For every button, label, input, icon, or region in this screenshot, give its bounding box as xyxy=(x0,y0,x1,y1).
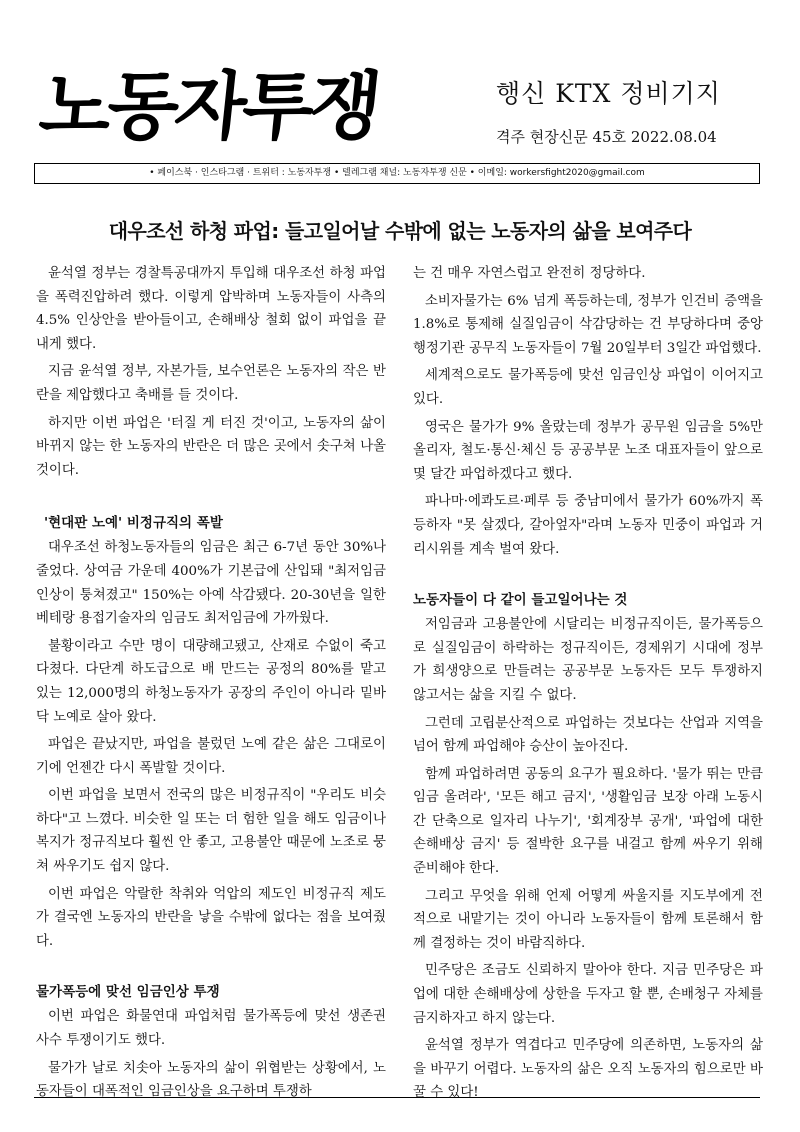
section-paragraph: 윤석열 정부가 역겹다고 민주당에 의존하면, 노동자의 삶을 바꾸기 어렵다. 노동자의 삶은 오직 노동자의 힘으로만 바꿀 수 있다! xyxy=(413,1038,763,1101)
left-column xyxy=(36,262,386,1108)
section-paragraph: 소비자물가는 6% 넘게 폭등하는데, 정부가 인건비 증액을 1.8%로 통제해 실질임금이 삭감당하는 건 부당하다며 중앙행정기관 공무직 노동자들이 7월 20일부터 3일간 파업했다. xyxy=(413,293,763,356)
section-paragraph: 파나마·에콰도르·페루 등 중남미에서 물가가 60%까지 폭등하자 "못 살겠다, 갈아엎자"라며 노동자 민중이 파업과 거리시위를 계속 벌여 왔다. xyxy=(413,494,763,557)
section-paragraph: 그런데 고립분산적으로 파업하는 것보다는 산업과 지역을 넘어 함께 파업해야 승산이 높아진다. xyxy=(413,715,763,755)
section-paragraph: 이번 파업은 악랄한 착취와 억압의 제도인 비정규직 제도가 결국엔 노동자의 반란을 낳을 수밖에 없다는 점을 보여줬다. xyxy=(36,886,386,949)
intro-paragraph: 윤석열 정부는 경찰특공대까지 투입해 대우조선 하청 파업을 폭력진압하려 했다. 이렇게 압박하며 노동자들이 사측의 4.5% 인상안을 받아들이고, 손해배상 철회 없이 파업을 끝내게 했다. xyxy=(36,266,386,352)
section-paragraph: 대우조선 하청노동자들의 임금은 최근 6-7년 동안 30%나 줄었다. 상여금 가운데 400%가 기본급에 산입돼 "최저임금 인상이 퉁쳐졌고" 150%는 아예 삭감됐다. 20-30년을 일한 베테랑 용접기술자의 임금도 최저임금에 가까웠다. xyxy=(36,540,386,627)
newspaper-logo: 노동자투쟁 xyxy=(35,64,382,150)
bottom-divider xyxy=(34,1097,760,1098)
masthead xyxy=(35,52,760,162)
section-paragraph: 저임금과 고용불안에 시달리는 비정규직이든, 물가폭등으로 실질임금이 하락하는 정규직이든, 경제위기 시대에 정부가 희생양으로 만들려는 공공부문 노동자든 모두 투쟁하지 않고서는 삶을 지킬 수 없다. xyxy=(413,617,763,703)
right-column xyxy=(413,262,763,1109)
intro-paragraph: 하지만 이번 파업은 '터질 게 터진 것'이고, 노동자의 삶이 바뀌지 않는 한 노동자의 반란은 더 많은 곳에서 솟구쳐 나올 것이다. xyxy=(36,415,386,478)
section-paragraph: 이번 파업은 화물연대 파업처럼 물가폭등에 맞선 생존권 사수 투쟁이기도 했다. xyxy=(36,1009,386,1049)
section-paragraph: 민주당은 조금도 신뢰하지 말아야 한다. 지금 민주당은 파업에 대한 손해배상에 상한을 두자고 할 뿐, 손배청구 자체를 금지하자고 하지 않는다. xyxy=(413,963,763,1026)
section-heading: '현대판 노예' 비정규직의 폭발 xyxy=(44,515,223,532)
issue-info: 격주 현장신문 45호 2022.08.04 xyxy=(496,128,717,146)
section-heading: 노동자들이 다 같이 들고일어나는 것 xyxy=(413,592,628,609)
section-paragraph: 그리고 무엇을 위해 언제 어떻게 싸울지를 지도부에게 전적으로 내맡기는 것이 아니라 노동자들이 함께 토론해서 함께 결정하는 것이 바람직하다. xyxy=(413,888,763,951)
headline: 대우조선 하청 파업: 들고일어날 수밖에 없는 노동자의 삶을 보여주다 xyxy=(108,219,692,244)
section-paragraph: 이번 파업을 보면서 전국의 많은 비정규직이 "우리도 비슷하다"고 느꼈다. 비슷한 일 또는 더 험한 일을 해도 임금이나 복지가 정규직보다 훨씬 안 좋고, 고용불안 때문에 노조로 뭉쳐 싸우기도 쉽지 않다. xyxy=(36,788,386,875)
section-paragraph: 영국은 물가가 9% 올랐는데 정부가 공무원 임금을 5%만 올리자, 철도·통신·체신 등 공공부문 노조 대표자들이 앞으로 몇 달간 파업하겠다고 했다. xyxy=(413,419,763,482)
section-paragraph: 물가가 날로 치솟아 노동자의 삶이 위협받는 상황에서, 노동자들이 대폭적인 임금인상을 요구하며 투쟁하 xyxy=(36,1060,386,1100)
section-paragraph: 불황이라고 수만 명이 대량해고됐고, 산재로 수없이 죽고 다쳤다. 다단계 하도급으로 배 만드는 공정의 80%를 맡고 있는 12,000명의 하청노동자가 공장의 주인이 아니라 밑바닥 노예로 살아 왔다. xyxy=(36,638,386,725)
section-paragraph: 함께 파업하려면 공동의 요구가 필요하다. '물가 뛰는 만큼 임금 올려라', '모든 해고 금지', '생활임금 보장 아래 노동시간 단축으로 일자리 나누기', '회계장부 공개', '파업에 대한 손해배상 금지' 등 절박한 요구를 내걸고 함께 싸우기 위해 준비해야 한다. xyxy=(413,766,763,877)
section-heading: 물가폭등에 맞선 임금인상 투쟁 xyxy=(36,984,220,1001)
contact-bar: • 페이스북 · 인스타그램 · 트위터 : 노동자투쟁 • 텔레그램 채널: 노동자투쟁 신문 • 이메일: workersfight2020@gmail.com xyxy=(34,163,760,184)
section-paragraph: 파업은 끝났지만, 파업을 불렀던 노예 같은 삶은 그대로이기에 언젠간 다시 폭발할 것이다. xyxy=(36,737,386,776)
section-paragraph: 세계적으로도 물가폭등에 맞선 임금인상 파업이 이어지고 있다. xyxy=(413,368,763,407)
continued-paragraph: 는 건 매우 자연스럽고 완전히 정당하다. xyxy=(413,266,646,281)
intro-paragraph: 지금 윤석열 정부, 자본가들, 보수언론은 노동자의 작은 반란을 제압했다고 축배를 들 것이다. xyxy=(36,364,386,403)
issue-title: 행신 KTX 정비기지 xyxy=(496,79,721,108)
